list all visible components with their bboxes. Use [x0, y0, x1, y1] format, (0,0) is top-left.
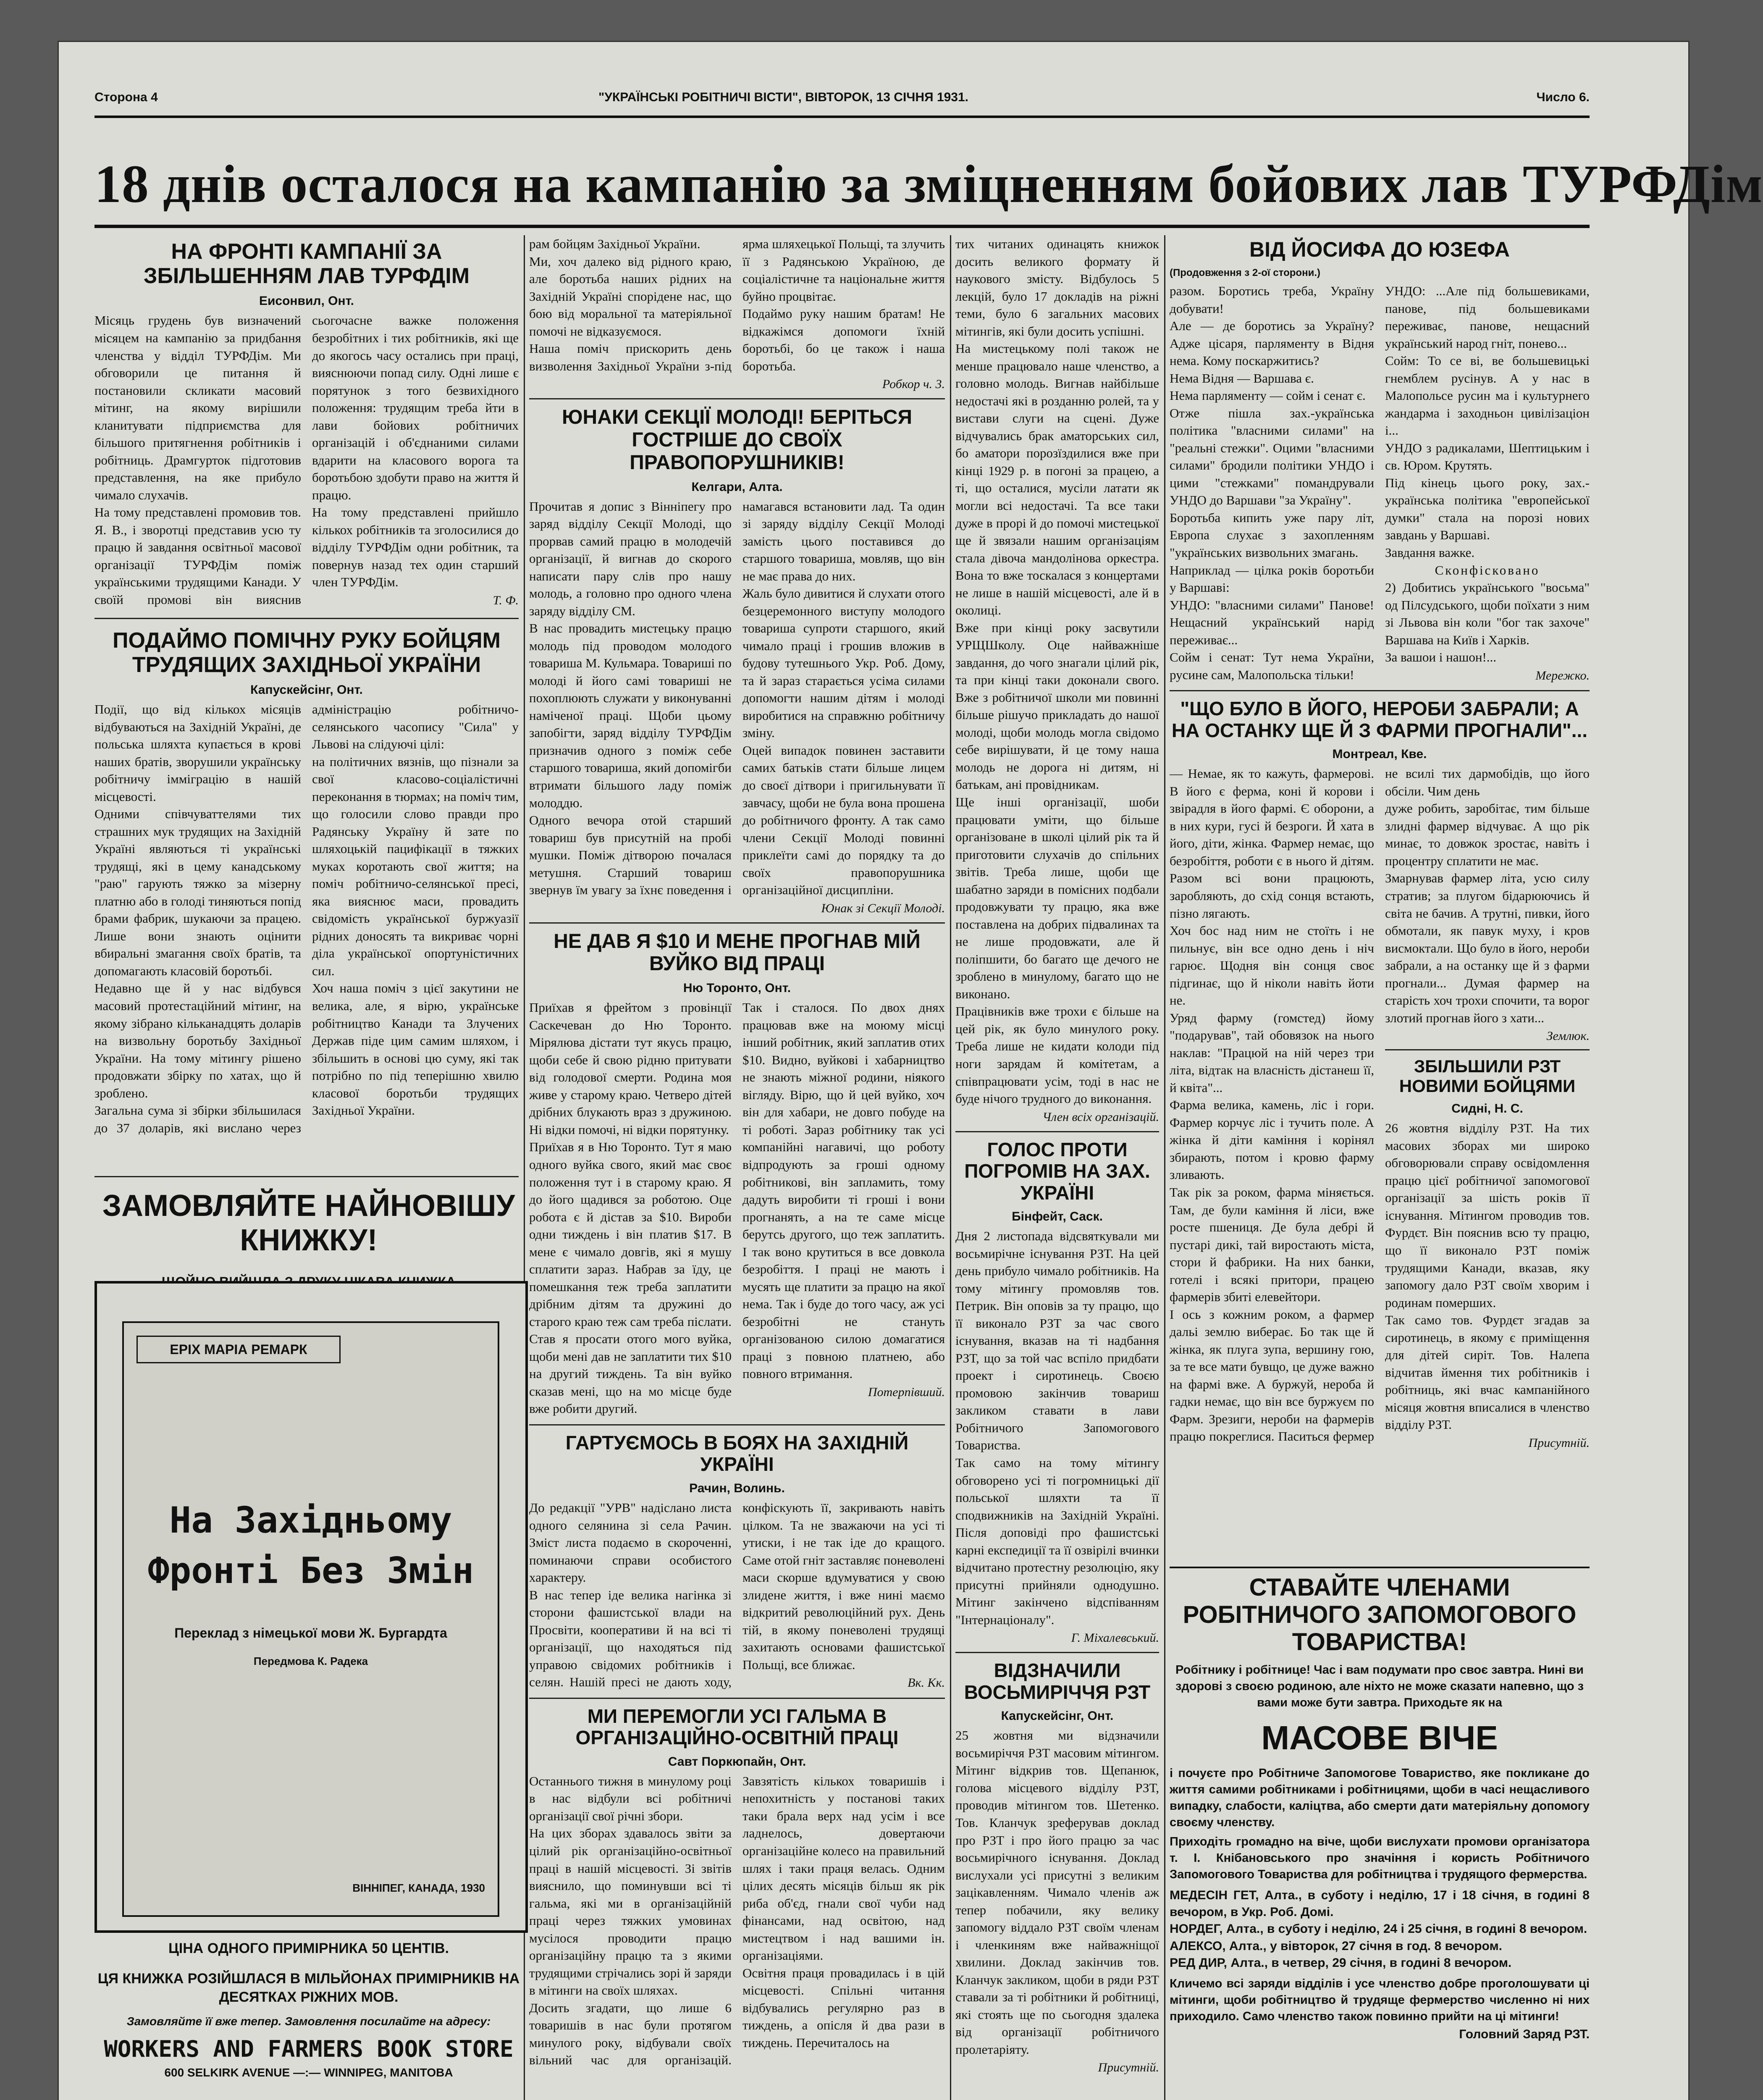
- paragraph: На тому представлені прийшло кількох робітників та зголосилися до відділу ТУРФДім одни робітник, та повернув назад тех один старший член ТУРФДім.: [312, 505, 519, 590]
- paragraph: і почуєте про Робітниче Запомогове Товариство, яке покликане до життя самими робітниками і робітницями, щоби в часі нещасливого випадку, слабости, каліцтва, або смерти дати матеріяльну допомогу своєму членству.: [1170, 1767, 1590, 1829]
- article-body: [529, 235, 945, 391]
- dateline: Бінфейт, Саск.: [1012, 1210, 1103, 1224]
- paragraph: Так само на тому мітингу обговорено усі ті погромницькі дії польської шляхти та її сподвижників на Західній Україні. Після доповіді про фашистські карні експедиції та її озвірілі вчинки відчитано протестну резолюцію, яку присутні прийняли однодушно. Мітинг закінчено відспіванням "Інтернаціоналу".: [955, 1455, 1159, 1627]
- book-ad-footer: [94, 1932, 523, 2100]
- signature: Головний Заряд РЗТ.: [1459, 2027, 1590, 2041]
- paragraph: дуже робить, заробітає, тим більше злидні фармер відчуває. А що рік минає, то довжок зростає, навіть і процентру сплатити не має.: [1385, 801, 1590, 868]
- article-front: [94, 235, 519, 1252]
- paragraph: На цих зборах здавалось звіти за цілий рік організаційно-освітньої праці в нашій місцевості. Зі звітів вияснило, що поминувши всі ті гальма, які ми в організаційній праці через тяжких умовинах мусілося проводити працю організаційну працю та з якими трудящими стрічались зорі й заряди в мітинги на своїх шляхах.: [529, 1826, 732, 1998]
- paragraph: Під кінець цього року, зах.-українська політика "европейської думки" стала на порозі нових завдань у Варшаві. Завдання важке.: [1385, 475, 1590, 560]
- book-place: ВІННІПЕГ, КАНАДА, 1930: [352, 1882, 485, 1894]
- banner-rule: [94, 225, 1590, 228]
- page-label: Сторона 4: [94, 90, 158, 104]
- section-rule: [94, 1176, 519, 1177]
- signature: Присутній.: [1098, 2061, 1159, 2075]
- headline: "ЩО БУЛО В ЙОГО, НЕРОБИ ЗАБРАЛИ; А НА ОСТАНКУ ЩЕ Й З ФАРМИ ПРОГНАЛИ"...: [1171, 698, 1588, 741]
- headline: ЮНАКИ СЕКЦІЇ МОЛОДІ! БЕРІТЬСЯ ГОСТРІШЕ ДО СВОЇХ ПРАВОПОРУШНИКІВ!: [562, 406, 912, 474]
- section-rule: [529, 398, 945, 399]
- paragraph: Останнього тижня в минулому році в нас відбули всі робітничі організації свої річні збори.: [529, 1773, 732, 1823]
- ad-price: ЦІНА ОДНОГО ПРИМІРНИКА 50 ЦЕНТІВ.: [168, 1940, 449, 1956]
- paragraph: УНДО: ...Але під большевиками, панове, під большевиками переживає, панове, нещасний український народ гніт, понево... Сойм: То се ві, ве большевицькі гнемблем русінув. А у нас в Малопольсе русин ма і культурнего жандарма і заходньон цивілізаціон і... УНДО з радикалами, Шептицьким і св. Юром. Крутять.: [1385, 284, 1590, 473]
- section-rule: [955, 1131, 1159, 1132]
- paragraph: На тому представлені промовив тов. Я. В., і зворотці представив усю ту працю й завдання освітньої масової організації ТУРФДім поміж українськими трудящими Канади. У своїй промові він вияснив сьогочасне важке положення безробітних і тих робітників, які ще до якогось часу остались при праці, вияснюючи попад силу. Одні лише є порятунок з того безвихідного положення: трудящим треба йти в лави бойових робітничих організацій і об'єднаними силами вдарити на класового ворога та боротьбою здобути право на життя й працю.: [94, 313, 519, 607]
- paragraph: Працівників вже трохи є більше на цей рік, як було минулого року. Треба лише не кидати колоди під ноги зарядам й комітетам, а співпрацювати усім, тоді в нас не буде нічого трудного до виконання.: [955, 1004, 1159, 1106]
- dateline: Монтреал, Кве.: [1332, 747, 1427, 761]
- paragraph: Вже при кінці року засвутили УРЩШколу. Оце найважніше завдання, до чого знагали цілий рік, та при кінці таки доконали свого. Вже з робітничої школи ми повинні більше рішучо прикладать до нашої молоді, щоби молодь могла свідомо себе вирішувати, й це тому наша молодь не дорога ні дитям, ні батькам, ані провідникам.: [955, 620, 1159, 792]
- paragraph: 2) Добитись українського "восьма" од Пілсудського, щоби поїхати з ним зі Львова він коли "бог так захоче" Варшава на Київ і Харків. За вашои і нашон!...: [1385, 580, 1590, 665]
- headline: ЗБІЛЬШИЛИ РЗТ НОВИМИ БОЙЦЯМИ: [1399, 1056, 1576, 1096]
- paragraph: Приїхав я фрейтом з провінції Саскечеван до Ню Торонто. Мірялюва дістати тут якусь працю, щоби себе й свою рідню притувати від голодової смерти. Родина моя живе у старому краю. Четверо дітей дрібних блукають враз з дружиною. Ні відки помочі, ні відки порятунку.: [529, 1000, 732, 1137]
- paragraph: тих читаних одинацять книжок досить великого формату й наукового змісту. Відбулось 5 лекцій, було 17 докладів на ріжні теми, було 6 загальних масових мітингів, які були досить успішні.: [955, 236, 1159, 339]
- book-cover: [122, 1321, 499, 1917]
- signature: Вк. Кк.: [908, 1676, 945, 1690]
- paragraph: Хоч наша поміч з цієї закутини не велика, але, я вірю, українське робітництво Канади та Злучених Держав піде цим самим шляхом, і збільшить в основі цю суму, які так потрібно по під теперішню хвилю класової боротьби трудящих Західньої України.: [312, 981, 519, 1118]
- headline: МИ ПЕРЕМОГЛИ УСІ ГАЛЬМА В ОРГАНІЗАЦІЙНО-ОСВІТНІЙ ПРАЦІ: [575, 1705, 899, 1749]
- ad-order: Замовляйте її вже тепер. Замовлення посилайте на адресу:: [126, 2015, 491, 2028]
- paragraph: Приїхав я в Ню Торонто. Тут я маю одного вуйка свого, який має своє положення тут і в старому краю. Я до його щадився за роботою. Оце робота є й дістав за $10. Вироби одни тиждень і він платив $17. В мене є чимало довгів, які я мушу сплатити зараз. Набрав за їду, це помешкання теж треба заплатити дрібним дітям та дружині до старого краю теж сам треба післати. Став я просати отого мого вуйка, щоби мені дав не заплатити тих $10 на другий тиждень. Та він вуйко сказав мені, що на мо місце буде вже робити другий.: [529, 1139, 732, 1416]
- paragraph: На мистецькому полі також не менше працювало наше членство, а головно молодь. Вигнав найбільше недостачі які в розданню ролей, та у вистави слуги на сцені. Дуже відчувались брак аматорських сил, бо аматори порозїздилися вже при кінці 1929 р. в погоні за працею, а ті, що осталися, мусіли латати як могли всі недостачі. Та все таки дуже в прорі й до помочі мистецької ще й звязали нашим організаціям стала дівоча мандолінова оркестра. Вона то вже тоскалася з концертами не лише в нашій місцевості, але й в околиці.: [955, 341, 1159, 618]
- article-body: [1170, 282, 1590, 683]
- headline: ГОЛОС ПРОТИ ПОГРОМІВ НА ЗАХ. УКРАЇНІ: [964, 1138, 1150, 1204]
- paragraph: Фарма велика, камень, ліс і гори. Фармер корчує ліс і тучить поле. А жінка й діти каміння і корінял збирають, потом і кровю фарму зливають.: [1170, 1097, 1374, 1182]
- signature: Потерпівший.: [868, 1385, 945, 1399]
- signature: Г. Міхалевський.: [1071, 1631, 1159, 1645]
- article-body: [529, 1772, 945, 2069]
- section-rule: [94, 618, 519, 619]
- dateline: Сидні, Н. С.: [1451, 1102, 1523, 1116]
- section-rule: [1385, 1049, 1590, 1050]
- headline: НА ФРОНТІ КАМПАНІЇ ЗА ЗБІЛЬШЕННЯМ ЛАВ ТУРФДІМ: [143, 239, 470, 289]
- paragraph: Приходіть громадно на віче, щоби вислухати промови організатора т. І. Кнібановського про значіння і користь Робітничого Запомогового Товариства для робітництва і трудящого фермерства.: [1170, 1835, 1590, 1882]
- signature: Присутній.: [1528, 1436, 1590, 1450]
- meeting-item: НОРДЕГ, Алта., в суботу і неділю, 24 і 25 січня, в годині 8 вечором.: [1170, 1922, 1587, 1936]
- signature: Землюк.: [1546, 1029, 1590, 1043]
- headline: ГАРТУЄМОСЬ В БОЯХ НА ЗАХІДНІЙ УКРАЇНІ: [565, 1431, 909, 1475]
- paragraph: Ще інші організації, шоби працювати уміти, що більше організоване в школі цілий рік та й приготовити слухачів до спільних звітів. Треба лише, щоби ще шабатно заряди в помісних подбали продовжувати ту працю, яка вже поставлена на добрих підвалинах та не лише продовжати, але й поліпшити, бо багато ще дечого не зроблено в минулому, багато що не виконано.: [955, 795, 1159, 1001]
- paragraph: Подаймо руку нашим братам! Не відкажімся допомоги їхній боротьбі, бо це також і наша боротьба.: [742, 306, 945, 373]
- dateline: Капускейсінг, Онт.: [1001, 1709, 1114, 1723]
- article-body: [1170, 765, 1590, 1450]
- issue-number: Число 6.: [1536, 90, 1590, 104]
- book-ad: [94, 1281, 528, 1933]
- column-rule: [950, 235, 951, 2100]
- paragraph: Одними співчуваттелями тих страшних мук трудящих на Західній Україні являються ті українські трудящі, які в цему канадському "раю" гарують тяжко за мізерну платню або в голоді тиняються попід брами фабрик, шукаючи за працею. Лише вони знають оцінити вбиральні змагання своїх братів, та допомагають класовій боротьбі.: [94, 806, 301, 978]
- section-rule: [1170, 690, 1590, 691]
- section-rule: [955, 1652, 1159, 1653]
- continuation-note: (Продовження з 2-ої сторони.): [1170, 267, 1320, 278]
- paragraph: на політичних вязнів, що пізнали за свої класово-соціалістичні переконання в тюрмах; на поміч тим, що голосили слово правди про Радянську Україну й зате по шляхоцькій пацифікації в тяжких муках коротають свої життя; на поміч робітничо-селянської пресі, яка вияснює маси, провадить свідомість української буржуазії рідних доносять та викриває чорні діла української опортуністичних сил.: [312, 754, 519, 978]
- paragraph: Змарнував фармер літа, усю силу стратив; за плугом бідарюючись й світа не бачив. А трутні, пивки, його обмотали, як павук муху, і кров висмоктали. Що було в його, нероби забрали, а на останку ще й з фарми прогнали... Думая фармер на старість хоч трохи спочити, та ворог злотий прогнав його з хати...: [1385, 871, 1590, 1025]
- headline: ВІДЗНАЧИЛИ ВОСЬМИРІЧЧЯ РЗТ: [964, 1659, 1151, 1703]
- section-rule: [529, 1698, 945, 1699]
- paragraph: Місяць грудень був визначений місяцем на кампанію за придбання членства у відділ ТУРФДім. Ми обговорили це питання й постановили скликати масовий мітинг, на якому вирішили кланитувати підприємства для більшого притягнення робітників і робітниць. Драмгурток підготовив представлення, на яке прибуло чимало слухачів.: [94, 313, 301, 502]
- paragraph: До редакції "УРВ" надіслано листа одного селянина зі села Рачин. Зміст листа подаємо в скороченні, поминаючи справи особистого характеру.: [529, 1500, 732, 1585]
- book-author: ЕРІХ МАРІА РЕМАРК: [136, 1336, 341, 1363]
- article-body: [94, 701, 519, 1137]
- ad-store: WORKERS AND FARMERS BOOK STORE: [104, 2036, 514, 2063]
- signature: Робкор ч. 3.: [882, 377, 945, 391]
- signature: Т. Ф.: [493, 593, 519, 607]
- paragraph: І ось з кожним роком, а фармер дальі землю виберає. Бо так ще й жінка, як плуга зупа, вершину гою, за те все мати бувщо, це дуже важно на фармі вже. А буржуй, нероба й гадки немає, що він все буржуєм по Фарм. Зрезиги, нероби на фармерів працю покреглися. Паситься фермер не всилі тих дармобідів, що його обсіли. Чим день: [1170, 766, 1590, 1444]
- signature: Член всіх організацій.: [1042, 1110, 1159, 1124]
- paragraph: 25 жовтня ми відзначили восьмиріччя РЗТ масовим мітингом. Мітинг відкрив тов. Щепанюк, голова місцевого відділу РЗТ, проводив мітингом тов. Шетенко. Тов. Кланчук зреферував доклад про РЗТ і про його працю за час восьмирічного існування. Доклад вислухали усі присутні з великим зацікавленням. Чимало членів аж тепер побачили, яку велику запомогу віддало РЗТ своїм членам і членкиням вже найважніщої хвилини. Доклад закінчив тов. Кланчук закликом, щоби в ряди РЗТ ставали за ті робітники й робітниці, які стоять ще по сьогодня здалека від організації робітничого пролетаріяту.: [955, 1728, 1159, 2057]
- confiscated-note: Сконфісковано: [1435, 562, 1540, 578]
- ad-intro: Робітнику і робітнице! Час і вам подумати про своє завтра. Нині ви здорові з своєю родиною, але ніхто не може сказати напевно, що з вами може бути завтра. Приходьте як на: [1175, 1663, 1584, 1709]
- paragraph: — Немае, як то кажуть, фармерові. В його є ферма, коні й корови і звірадля в його фармі. Є оборони, а в них кури, гусі й безроги. Й хата в його, діти, жінка. Фармер немає, що безробіття, роботи є в нього й дітям. Разом всі вони працюють, заробляють, до схід сонця встають, пізно лягають.: [1170, 766, 1374, 921]
- paragraph: Жаль було дивитися й слухати отого безцеремонного виступу молодого товариша супроти старшого, який чимало праці і грошив вложив в будову тутешнього Укр. Роб. Дому, та й зараз старається усіма силами допомогти нашим дітям і молоді виробитися на справжню робітничу зміну.: [742, 586, 945, 740]
- dateline: Рачин, Волинь.: [689, 1481, 785, 1495]
- paragraph: Так само тов. Фурдєт згадав за сиротинець, в якому є приміщення для дітей сиріт. Тов. Налепа відчитав ймення тих робітників і робітниць, які вчас кампанійного місяця жовтня вписалися в членство відділу РЗТ.: [1385, 1312, 1590, 1432]
- paragraph: Освітня праця провадилась і в цій місцевості. Спільні читання відбувались регулярно раз в тиждень, а опісля й два рази в тиждень. Перечиталось на: [742, 1965, 945, 2050]
- headline: НЕ ДАВ Я $10 И МЕНЕ ПРОГНАВ МІЙ ВУЙКО ВІД ПРАЦІ: [554, 930, 921, 975]
- paragraph: разом. Боротись треба, Україну добувати! Але — де боротись за Україну? Адже цісаря, парляменту в Відня нема. Кому поскаржитись? Нема Відня — Варшава є. Нема парляменту — сойм і сенат є. Отже пішла зах.-українська політика "власними силами" на "реальні стежки". Оцими "власними силами" бродили політики УНДО і цими "стежками" помандрували УНДО до Варшави "за Україну". Боротьба кипить уже пару літ, Европа слухає з захопленням "українських визвольних змагань. Наприклад — цілка років боротьби у Варшаві: УНДО: "власними силами" Панове! Нещасний український нарід переживає... Сойм і сенат: Тут нема України, русине сам, Малопольска тільки!: [1170, 284, 1374, 682]
- headline: ПОДАЙМО ПОМІЧНУ РУКУ БОЙЦЯМ ТРУДЯЩИХ ЗАХІДНЬОЇ УКРАЇНИ: [113, 628, 501, 677]
- paragraph: Оцей випадок повинен заставити самих батьків стати більше лицем до своєї дітвори і пригильнувати її завчасу, щоби не була вона прошена до робітничого фронту. А так само члени Секції Молоді повинні приклеїти самі до порядку та до своїх правопорушника організаційної дисципліни.: [742, 743, 945, 898]
- paragraph: 26 жовтня відділу РЗТ. На тих масових зборах ми широко обговорювали справу освідомлення працю цієї робітничої запомогової організації за шість років її існування. Мітингом проводив тов. Фурдєт. Він пояснив всю ту працю, що її виконало РЗТ поміж трудящими Канади, вказав, яку запомогу дало РЗТ своїм хворим і родинам померших.: [1385, 1121, 1590, 1310]
- signature: Юнак зі Секції Молоді.: [821, 901, 945, 915]
- banner-headline: 18 днів осталося на кампанію за зміцненням бойових лав ТУРФДім: [94, 154, 1763, 214]
- header-rule: [94, 116, 1590, 118]
- rzt-ad: [1170, 1567, 1590, 2100]
- ad-headline: СТАВАЙТЕ ЧЛЕНАМИ РОБІТНИЧОГО ЗАПОМОГОВОГО ТОВАРИСТВА!: [1183, 1574, 1577, 1656]
- paragraph: Недавно ще й у нас відбувся масовий протестаційний мітинг, на якому зібрано кільканадцять доларів на визвольну боротьбу Західньої України. На тому мітингу рішено продовжати збірку по хатах, що й зроблено.: [94, 981, 301, 1100]
- book-title-line2: Фронті Без Змін: [147, 1550, 474, 1592]
- ad-title: ЗАМОВЛЯЙТЕ НАЙНОВІШУ КНИЖКУ!: [102, 1189, 515, 1257]
- dateline: Ню Торонто, Онт.: [683, 981, 791, 995]
- article-body: [94, 312, 519, 608]
- paragraph: Так рік за роком, фарма міняється. Там, де були каміння й ліси, вже росте пшениця. Де була дебрі й пустарі дикі, тай виростають міста, стори й фабрики. На них банки, готелі і всякі притори, працею фармерів збиті елевейтори.: [1170, 1185, 1374, 1305]
- dateline: Савт Поркюпайн, Онт.: [668, 1754, 806, 1769]
- meeting-item: АЛЕКСО, Алта., у вівторок, 27 січня в год. 8 вечором.: [1170, 1939, 1502, 1953]
- book-translation: Переклад з німецької мови Ж. Бургардта: [174, 1625, 447, 1641]
- paragraph: Одного вечора отой старший товариш був присутній на пробі мушки. Поміж дітворою почалася метушня. Старший товариш звернув їм увагу за їхнє поведення і намагався встановити лад. Та один зі заряду відділу Секції Молоді замість цього поставився до старшого товариша, мовляв, що він не має права до них.: [529, 499, 945, 898]
- paragraph: Кличемо всі заряди відділів і усе членство добре проголошувати ці мітинги, щоби робітництво й трудяще фермерство численно ні них приходило. Само членство також повинно прийти на ці мітинги!: [1170, 1977, 1590, 2023]
- paragraph: В нас тепер іде велика нагінка зі сторони фашистської влади на Просвіти, кооперативи й на всі ті організації, що находяться під управою свідомих робітників і селян. Нашій пресі не дають ходу, конфіскують її, закривають навіть цілком. Та не зважаючи на усі ті утиски, і не так іде до кращого. Саме отой гніт заставляє поневолені маси скорше вдумуватися у свою злидене життя, і вже нині маємо відкритий революційний рух. День тій, в якому поневолені трудящі захитають основами фашистської Польщі, все ближає.: [529, 1500, 945, 1690]
- dateline: Еисонвил, Онт.: [259, 294, 354, 308]
- column-2: [529, 235, 945, 2100]
- paragraph: Прочитав я допис з Вінніпегу про заряд відділу Секції Молоді, що прорвав самий працю в молодечій організації, й вигнав до скорого написати пару слів про нашу молодь, а головно про одного члена заряду відділу СМ.: [529, 499, 732, 618]
- paragraph: Ми, хоч далеко від рідного краю, але боротьба наших рідних на Західній Україні спорідене нас, що бою від моральної та матеріяльної помочі не відказуємося.: [529, 254, 732, 339]
- book-ad-header: [94, 1184, 523, 1277]
- article-body: [529, 498, 945, 916]
- paragraph: рам бойцям Західньої України.: [529, 236, 700, 251]
- mass-meeting: МАСОВЕ ВІЧЕ: [1261, 1719, 1498, 1757]
- paragraph: Досить згадати, що лише 6 товаришів в нас були протягом минулого року, відбували своїх вільний час для організацій. Завзятість кількох товаришів і непохитність у постанові таких таки брала верх над усім і все ладнелось, довертаючи організаційне колесо на правильний шлях і таки праця велась. Одним цілих десять місяців більш як рік риба об'єд, гнали свої чуби над фінансами, над освітою, над мистецтвом і над вашими ін. організаціями.: [529, 1773, 945, 2068]
- book-title-line1: На Західньому: [169, 1499, 452, 1541]
- meeting-item: МЕДЕСІН ГЕТ, Алта., в суботу і неділю, 17 і 18 січня, в годині 8 вечором, в Укр. Роб. Домі.: [1170, 1888, 1590, 1919]
- column-rule: [1164, 235, 1165, 2100]
- dateline: Капускейсінг, Онт.: [250, 682, 363, 697]
- headline: ВІД ЙОСИФА ДО ЮЗЕФА: [1249, 238, 1510, 261]
- column-3: [955, 235, 1159, 2100]
- paragraph: Уряд фарму (гомстед) йому "подарував", тай обовязок на нього наклав: "Працюй на ній через три літа, відтак на власність дістанеш її, й квіта"...: [1170, 1010, 1374, 1095]
- book-preface: Передмова К. Радека: [253, 1655, 368, 1667]
- meeting-item: РЕД ДИР, Алта., в четвер, 29 січня, в годині 8 вечором.: [1170, 1956, 1512, 1970]
- section-rule: [529, 1424, 945, 1425]
- paragraph: Наша поміч прискорить день визволення Західньої України з-під ярма шляхецької Польщі, та злучить її з Радянською Україною, де соціалістичне та національне життя буйно процвітає.: [529, 236, 945, 373]
- paragraph: Так і сталося. По двох днях працював вже на моюму місці інший робітник, який заплатив отих $10. Видно, вуйкові і хабарництво не знають міжної родини, ніякого вігляду. Вірю, що й цей вуйко, хоч він для хабари, не довго побуде на ті роботі. Зараз робітнику так усі компанійні нагавичі, що роботу відпродують за гроші одному робітникові, він запламить, тому дадуть виробити ті гроші і вони прогнанять, а на те саме місце берутсь другого, що теж заплатить. І так воно крутиться в все довкола безробіття. І праці не мають і мусять ще платити за працю на якої нема. Так і буде до того часу, аж усі безробітні не стануть організованою силою домагатися праці з повною платнею, або повного втримання.: [742, 1000, 945, 1381]
- paragraph: Хоч бос над ним не стоїть і не пильнує, він все одно день і ніч гарює. Щодня він сонця своє підгинає, що й ніколи навіть йоти не.: [1170, 923, 1374, 1008]
- paragraph: Дня 2 листопада відсвяткували ми восьмирічне існування РЗТ. На цей день прибуло чимало робітників. На тому мітингу промовляв тов. Петрик. Він оповів за ту працю, що її виконало РЗТ за час свого існування, вказав на ті надбання РЗТ, що за той час вспіло придбати проект і сиротинець. Своєю промовою закінчив товариш закликом ставати в лави Робітничого Запомогового Товариства.: [955, 1228, 1159, 1453]
- paragraph: Загальна сума зі збірки збільшилася до 37 доларів, які вислано через адміністрацію робітничо-селянського часопису "Сила" у Львові на слідуючі цілі:: [94, 701, 519, 1135]
- ad-address: 600 SELKIRK AVENUE —:— WINNIPEG, MANITOBA: [164, 2066, 453, 2079]
- section-rule: [529, 922, 945, 924]
- masthead: "УКРАЇНСЬКІ РОБІТНИЧІ ВІСТИ", ВІВТОРОК, 13 СІЧНЯ 1931.: [598, 90, 969, 104]
- running-header: [94, 86, 1590, 111]
- article-body: [529, 1499, 945, 1691]
- paragraph: Події, що від кількох місяців відбуваються на Західній Україні, де польська шляхта купається в крові наших братів, зворушили українську робітничу імміграцію в нашій місцевості.: [94, 701, 301, 804]
- signature: Мережко.: [1535, 668, 1590, 682]
- article-body: [529, 999, 945, 1418]
- ad-spread: ЦЯ КНИЖКА РОЗІЙШЛАСЯ В МІЛЬЙОНАХ ПРИМІРНИКІВ НА ДЕСЯТКАХ РІЖНИХ МОВ.: [97, 1971, 520, 2006]
- dateline: Келгари, Алта.: [691, 480, 783, 494]
- paragraph: В нас провадить мистецьку працю молодь під проводом молодого товариша М. Кульмара. Товариші по молоді й його самі товариші не похоплюють служати у виконуванні наміченої праці. Щоби цьому запобігти, заряд відділу ТУРФДім призначив одного з поміж себе старшого товариша, який допомігби втримати більшого ладу поміж молоддю.: [529, 621, 732, 810]
